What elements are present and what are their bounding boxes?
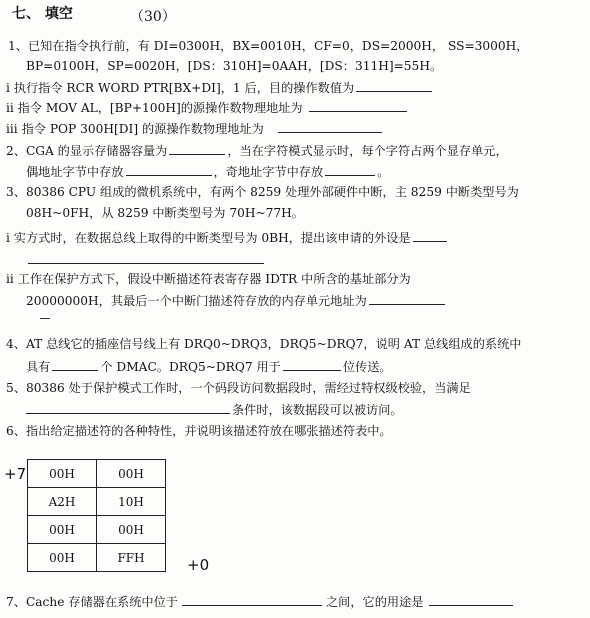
table-cell: 00H bbox=[28, 460, 97, 488]
table-cell: 00H bbox=[97, 516, 166, 544]
q4-text-b: 个 DMAC。DRQ5~DRQ7 用于 bbox=[100, 360, 281, 374]
q7-line bbox=[6, 592, 513, 610]
q1-item-ii-text: ii 指令 MOV AL，[BP+100H]的源操作数物理地址为 bbox=[6, 101, 303, 115]
q4-text-a: 具有 bbox=[26, 360, 51, 374]
q4-line-1: 4、AT 总线它的插座信号线上有 DRQ0~DRQ3，DRQ5~DRQ7，说明 AT 总线组成的系统中 bbox=[6, 337, 522, 351]
q3-item-ii-2 bbox=[26, 291, 445, 309]
q5-text: 条件时，该数据段可以被访问。 bbox=[232, 403, 403, 417]
answer-blank[interactable] bbox=[356, 78, 432, 92]
q5-line-1: 5、80386 处于保护模式工作时，一个码段访问数据段时，需经过特权级校验，当满足 bbox=[6, 381, 471, 395]
q2-text-b: ，当在字符模式显示时，每个字符占两个显存单元， bbox=[227, 144, 508, 158]
stray-mark bbox=[40, 318, 50, 319]
q6-text: 6、指出给定描述符的各种特性，并说明该描述符放在哪张描述符表中。 bbox=[6, 424, 392, 438]
offset-label-plus-0: +0 bbox=[187, 556, 210, 574]
q3-line-2: 08H~0FH，从 8259 中断类型号为 70H~77H。 bbox=[26, 206, 304, 220]
answer-blank[interactable] bbox=[52, 357, 98, 371]
q2-line-1 bbox=[6, 141, 508, 159]
answer-blank[interactable] bbox=[283, 357, 341, 371]
q3-item-ii-text: 20000000H，其最后一个中断门描述符存放的内存单元地址为 bbox=[26, 294, 367, 308]
answer-blank[interactable] bbox=[413, 228, 447, 242]
q2-text-a: 2、CGA 的显示存储器容量为 bbox=[6, 144, 168, 158]
q2-line-2 bbox=[26, 162, 389, 180]
answer-blank[interactable] bbox=[169, 141, 225, 155]
answer-blank[interactable] bbox=[429, 592, 513, 606]
table-row bbox=[28, 460, 166, 488]
section-title: 七、 填空 bbox=[12, 6, 73, 22]
q2-text-c: 偶地址字节中存放 bbox=[26, 165, 124, 179]
answer-blank[interactable] bbox=[325, 162, 375, 176]
answer-blank[interactable] bbox=[369, 291, 445, 305]
section-score: （30） bbox=[130, 9, 176, 25]
answer-blank[interactable] bbox=[26, 400, 230, 414]
q1-item-ii bbox=[6, 98, 407, 116]
q5-line-2 bbox=[26, 400, 403, 418]
q1-item-iii bbox=[6, 119, 382, 137]
table-cell: 00H bbox=[28, 544, 97, 572]
q1-intro-2: BP=0100H，SP=0020H，[DS：310H]=0AAH，[DS：311H]=55H。 bbox=[26, 59, 443, 73]
q3-line-1: 3、80386 CPU 组成的微机系统中，有两个 8259 处理外部硬件中断，主 8259 中断类型号为 bbox=[6, 185, 519, 199]
table-cell: A2H bbox=[28, 488, 97, 516]
table-cell: 00H bbox=[97, 460, 166, 488]
offset-label-plus-7: +7 bbox=[4, 465, 27, 483]
q3-item-i bbox=[6, 228, 447, 246]
answer-blank[interactable] bbox=[309, 98, 407, 112]
table-row bbox=[28, 544, 166, 572]
table-cell: 00H bbox=[28, 516, 97, 544]
table-cell: FFH bbox=[97, 544, 166, 572]
q7-text-a: 7、Cache 存储器在系统中位于 bbox=[6, 595, 178, 609]
q1-intro: 1、已知在指令执行前，有 DI=0300H，BX=0010H，CF=0，DS=2000H， SS=3000H， bbox=[8, 39, 529, 53]
q3-item-i-text: i 实方式时，在数据总线上取得的中断类型号为 0BH，提出该申请的外设是 bbox=[6, 231, 411, 245]
q2-text-e: 。 bbox=[377, 165, 390, 179]
q7-text-b: 之间，它的用途是 bbox=[325, 595, 424, 609]
table-row bbox=[28, 516, 166, 544]
descriptor-table bbox=[27, 459, 166, 572]
answer-blank[interactable] bbox=[278, 119, 382, 133]
q3-item-ii: ii 工作在保护方式下，假设中断描述符表寄存器 IDTR 中所含的基址部分为 bbox=[6, 272, 411, 286]
q1-item-iii-text: iii 指令 POP 300H[DI] 的源操作数物理地址为 bbox=[6, 122, 264, 136]
q4-line-2 bbox=[26, 357, 392, 375]
q1-item-i bbox=[6, 78, 432, 96]
table-cell: 10H bbox=[97, 488, 166, 516]
answer-blank[interactable] bbox=[126, 162, 212, 176]
q4-text-c: 位传送。 bbox=[342, 360, 392, 374]
table-row bbox=[28, 488, 166, 516]
q1-item-i-text: i 执行指令 RCR WORD PTR[BX+DI]，1 后，目的操作数值为 bbox=[6, 81, 355, 95]
answer-blank[interactable] bbox=[182, 592, 322, 606]
q2-text-d: ，奇地址字节中存放 bbox=[213, 165, 324, 179]
answer-blank-continued[interactable] bbox=[28, 250, 264, 264]
